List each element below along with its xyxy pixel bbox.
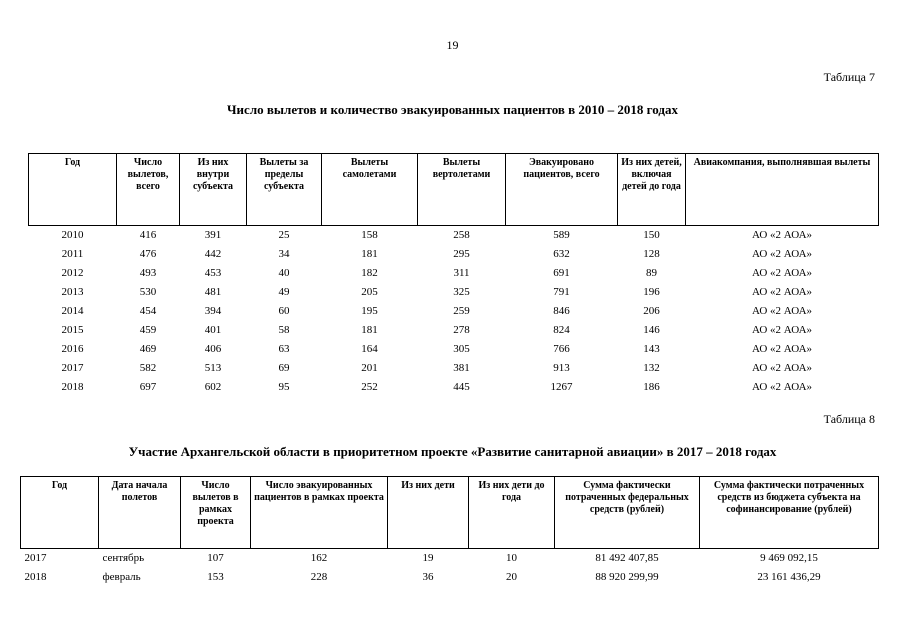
table7-cell: 49 (278, 286, 290, 298)
table7-cell: 2016 (61, 343, 84, 355)
table7-cell: 766 (553, 343, 570, 355)
table7-row (29, 226, 879, 246)
table7-cell: 40 (278, 267, 290, 279)
table7-row (29, 283, 879, 302)
page-number: 19 (446, 38, 459, 52)
table7-row (29, 321, 879, 340)
table7-cell: 158 (361, 229, 378, 241)
table7-cell: 69 (278, 362, 290, 374)
table8-header-cell: Число эвакуированных пациентов в рамках проекта (251, 477, 388, 549)
table8-header-cell: Сумма фактически потраченных средств из бюджета субъекта на софинансирование (рублей) (700, 477, 879, 549)
table7-cell: 401 (204, 324, 222, 336)
table7-cell: 259 (453, 305, 470, 317)
table8-header-cell: Из них дети (388, 477, 469, 549)
table7-header-cell: Эвакуировано пациентов, всего (506, 154, 618, 226)
table7-cell: 416 (139, 229, 157, 241)
table7-cell: 186 (643, 381, 660, 393)
table7-cell: 95 (278, 381, 290, 393)
table7-cell: 58 (278, 324, 290, 336)
table7-cell: 25 (278, 229, 290, 241)
table7-cell: 697 (139, 381, 157, 393)
table7-cell: 481 (204, 286, 222, 298)
table7-row (29, 245, 879, 264)
table7-cell: 476 (139, 248, 157, 260)
table8-cell: 153 (207, 571, 224, 583)
table7-cell: 89 (646, 267, 657, 279)
table7-cell: АО «2 АОА» (751, 381, 813, 393)
table7-cell: АО «2 АОА» (751, 362, 813, 374)
table7-cell: 602 (204, 381, 222, 393)
table8-cell: 36 (422, 571, 434, 583)
table7-cell: 305 (453, 343, 470, 355)
table7-cell: 381 (453, 362, 470, 374)
table7-cell: 2014 (61, 305, 84, 317)
table8-cell: 19 (422, 552, 434, 564)
table7-cell: 632 (553, 248, 570, 260)
table7-header-cell: Год (29, 154, 117, 226)
table7-row (29, 302, 879, 321)
table8-cell: 81 492 407,85 (595, 552, 659, 564)
table8-cell: февраль (102, 571, 141, 583)
table8-cell: 10 (506, 552, 517, 564)
table7-cell: 252 (361, 381, 378, 393)
table8-header-cell: Из них дети до года (469, 477, 555, 549)
table8-cell: 107 (207, 552, 224, 564)
table7-cell: 143 (643, 343, 660, 355)
table7-cell: 34 (278, 248, 290, 260)
table7-cell: 164 (361, 343, 378, 355)
table8-cell: 88 920 299,99 (595, 571, 659, 583)
table7-header-row (29, 154, 879, 226)
table7-cell: 311 (453, 267, 470, 279)
table7-cell: 278 (453, 324, 470, 336)
table7-row (29, 378, 879, 397)
table7-cell: 181 (361, 248, 378, 260)
table7-cell: АО «2 АОА» (751, 305, 813, 317)
table7-cell: 913 (553, 362, 570, 374)
table8-cell: сентябрь (102, 552, 145, 564)
table7-row (29, 340, 879, 359)
table8-header-cell: Число вылетов в рамках проекта (181, 477, 251, 549)
table7-cell: 1267 (550, 381, 573, 393)
table7-cell: 196 (643, 286, 660, 298)
table7-cell: 394 (204, 305, 222, 317)
table8-header-cell: Дата начала полетов (99, 477, 181, 549)
table7-cell: 128 (643, 248, 660, 260)
table7-header-cell: Авиакомпания, выполнявшая вылеты (686, 154, 879, 226)
table8-row (21, 549, 879, 569)
table7-cell: 453 (204, 267, 222, 279)
table8-header-row (21, 477, 879, 549)
table7-cell: 493 (139, 267, 157, 279)
table7-header-cell: Из них детей, включая детей до года (618, 154, 686, 226)
table7-cell: АО «2 АОА» (751, 248, 813, 260)
table8-title: Участие Архангельской области в приоритетном проекте «Развитие санитарной авиации» в 2017 – 2018 годах (128, 444, 777, 459)
table7-cell: 2015 (61, 324, 84, 336)
table8-header-cell: Год (21, 477, 99, 549)
table7-cell: 589 (553, 229, 570, 241)
table7-row (29, 359, 879, 378)
table7-cell: 206 (643, 305, 660, 317)
table7-cell: АО «2 АОА» (751, 324, 813, 336)
table8-cell: 228 (310, 571, 328, 583)
table8-caption: Таблица 8 (823, 412, 875, 426)
table7-cell: 205 (361, 286, 378, 298)
table7-header-cell: Вылеты самолетами (322, 154, 418, 226)
table8-cell: 9 469 092,15 (760, 552, 818, 564)
table7-cell: 325 (453, 286, 470, 298)
table7-cell: 442 (204, 248, 222, 260)
table7-header-cell: Из них внутри субъекта (180, 154, 247, 226)
table7-cell: АО «2 АОА» (751, 343, 813, 355)
table7-cell: 132 (643, 362, 660, 374)
table8-row (21, 568, 879, 587)
table7-cell: 2017 (61, 362, 84, 374)
table7-cell: 60 (278, 305, 290, 317)
table7-cell: 146 (643, 324, 660, 336)
table7-cell: 454 (139, 305, 157, 317)
table7-caption: Таблица 7 (823, 70, 875, 84)
table7-cell: АО «2 АОА» (751, 267, 813, 279)
table7-row (29, 264, 879, 283)
table7-cell: 2018 (61, 381, 84, 393)
table7-title: Число вылетов и количество эвакуированных пациентов в 2010 – 2018 годах (227, 102, 678, 117)
table7-cell: 181 (361, 324, 378, 336)
table7-cell: 2011 (61, 248, 84, 260)
table8-cell: 162 (310, 552, 328, 564)
table7-header-cell: Вылеты вертолетами (418, 154, 506, 226)
table7-cell: 846 (553, 305, 570, 317)
table7-header-cell: Вылеты за пределы субъекта (247, 154, 322, 226)
table7-cell: 530 (139, 286, 157, 298)
table7-cell: АО «2 АОА» (751, 286, 813, 298)
table7-cell: 791 (553, 286, 570, 298)
table7-cell: 2013 (61, 286, 84, 298)
table8-cell: 23 161 436,29 (757, 571, 821, 583)
table7-cell: 513 (204, 362, 222, 374)
table7-cell: 391 (204, 229, 222, 241)
table7-cell: 201 (361, 362, 378, 374)
table8-header-cell: Сумма фактически потраченных федеральных средств (рублей) (555, 477, 700, 549)
table7-cell: 182 (361, 267, 378, 279)
table8-cell: 2017 (24, 552, 47, 564)
table7-cell: 406 (204, 343, 222, 355)
table7-cell: 2010 (61, 229, 84, 241)
table7-cell: 469 (139, 343, 157, 355)
table7-cell: 582 (139, 362, 157, 374)
table7 (28, 153, 879, 397)
table7-cell: 2012 (61, 267, 84, 279)
table7-cell: 63 (278, 343, 290, 355)
table7-cell: 258 (453, 229, 470, 241)
table7-cell: 150 (643, 229, 660, 241)
table7-cell: 295 (453, 248, 470, 260)
table7-cell: 195 (361, 305, 378, 317)
table8-cell: 2018 (24, 571, 47, 583)
table8-cell: 20 (506, 571, 517, 583)
table7-cell: 459 (139, 324, 157, 336)
table7-cell: 445 (453, 381, 470, 393)
table7-cell: АО «2 АОА» (751, 229, 813, 241)
table8 (20, 476, 879, 587)
table7-cell: 824 (553, 324, 570, 336)
table7-header-cell: Число вылетов, всего (117, 154, 180, 226)
table7-cell: 691 (553, 267, 570, 279)
